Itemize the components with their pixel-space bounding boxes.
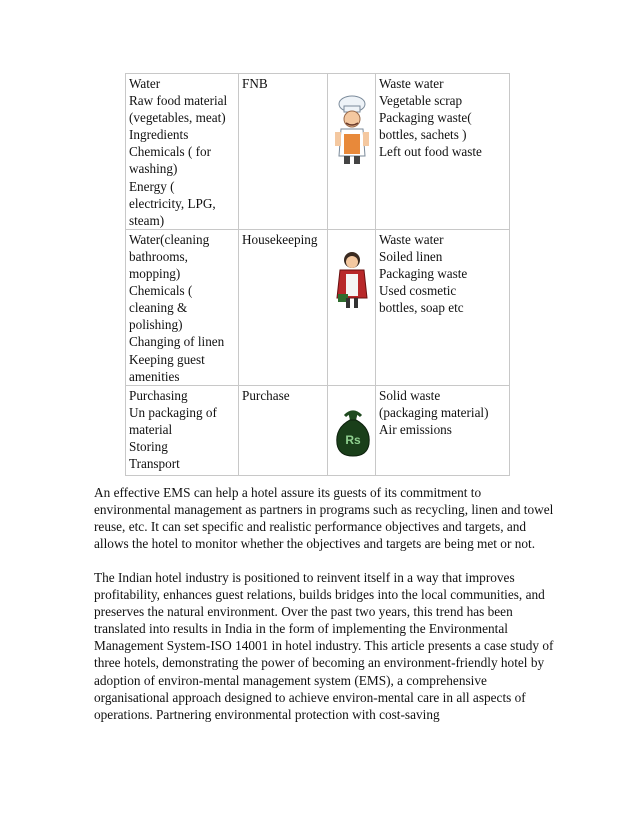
ems-table bbox=[125, 73, 510, 476]
department-cell: Purchase bbox=[239, 385, 328, 475]
chef-icon bbox=[332, 94, 372, 166]
department-cell: Housekeeping bbox=[239, 229, 328, 385]
inputs-cell: Water Raw food material (vegetables, meat) Ingredients Chemicals ( for washing) Energy ( electricity, LPG, steam) bbox=[126, 74, 239, 230]
housekeeper-icon bbox=[332, 250, 372, 310]
money-bag-icon bbox=[331, 406, 375, 458]
table-row bbox=[126, 229, 510, 385]
outputs-cell: Waste water Soiled linen Packaging waste Used cosmetic bottles, soap etc bbox=[376, 229, 510, 385]
image-cell bbox=[328, 229, 376, 385]
department-cell: FNB bbox=[239, 74, 328, 230]
paragraph: The Indian hotel industry is positioned to reinvent itself in a way that improves profitability, enhances guest relations, builds bridges into the local communities, and preserves the natural environment. Over the past two years, this trend has been translated into results in India in the form of implementing the Environmental Management System-ISO 14001 in hotel industry. This article presents a case study of three hotels, demonstrating the power of becoming an environment-friendly hotel by adoption of environ-mental management system (EMS), a comprehensive organisational approach designed to achieve environ-mental care in all aspects of operations. Partnering environmental protection with cost-saving bbox=[94, 570, 554, 722]
paragraph: An effective EMS can help a hotel assure its guests of its commitment to environmental management as partners in programs such as recycling, linen and towel reuse, etc. It can set specific and realistic performance objectives and targets, and allows the hotel to monitor whether the objectives and targets are being met or not. bbox=[94, 485, 554, 552]
inputs-cell: Purchasing Un packaging of material Storing Transport bbox=[126, 385, 239, 475]
image-cell bbox=[328, 385, 376, 475]
inputs-cell: Water(cleaning bathrooms, mopping) Chemicals ( cleaning & polishing) Changing of linen Keeping guest amenities bbox=[126, 229, 239, 385]
outputs-cell: Waste water Vegetable scrap Packaging waste( bottles, sachets ) Left out food waste bbox=[376, 74, 510, 230]
money-bag-label: Rs bbox=[345, 432, 361, 447]
outputs-cell: Solid waste (packaging material) Air emissions bbox=[376, 385, 510, 475]
image-cell bbox=[328, 74, 376, 230]
table-row bbox=[126, 74, 510, 230]
table-row bbox=[126, 385, 510, 475]
